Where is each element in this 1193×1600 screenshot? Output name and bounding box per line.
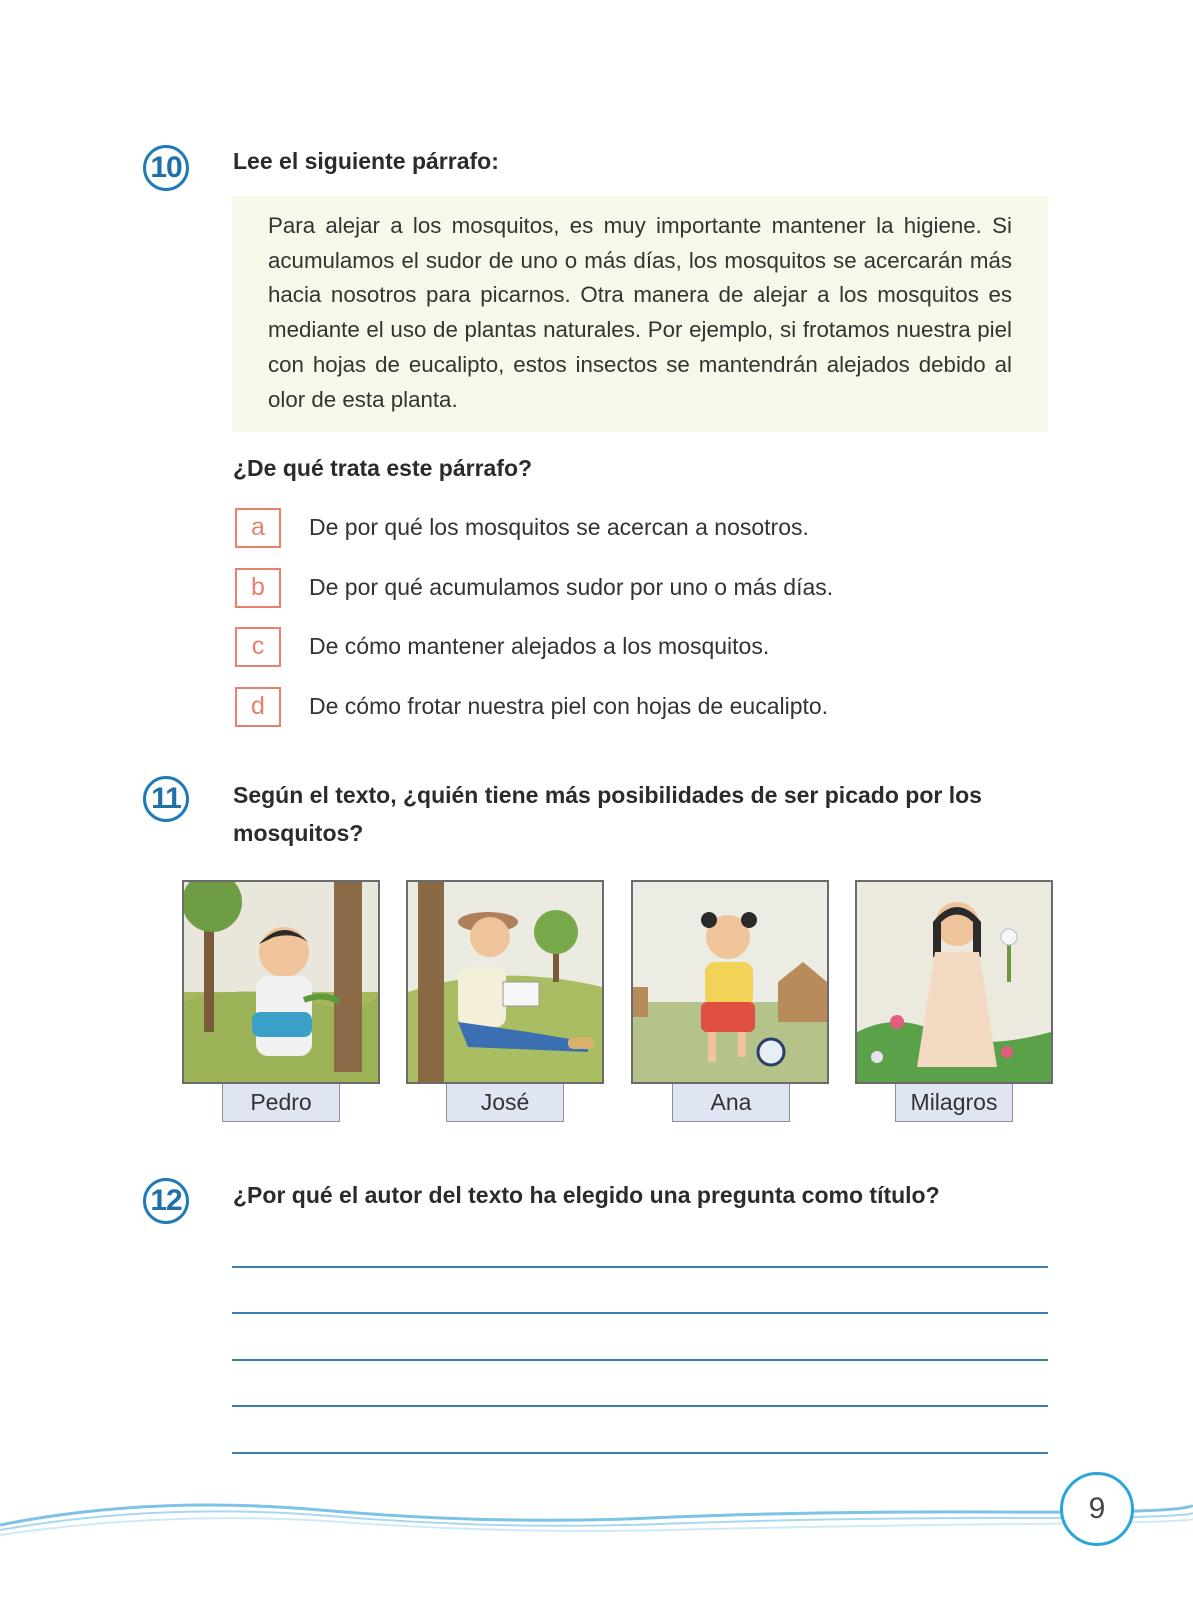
question-10-text: ¿De qué trata este párrafo?: [233, 455, 533, 481]
option-c-text: De cómo mantener alejados a los mosquitos.: [309, 633, 770, 659]
picture-pedro[interactable]: [182, 880, 380, 1084]
answer-line-1[interactable]: [232, 1266, 1048, 1268]
question-number-10: 10: [143, 145, 189, 191]
question-12-text: ¿Por qué el autor del texto ha elegido una pregunta como título?: [233, 1182, 940, 1208]
answer-line-5[interactable]: [232, 1452, 1048, 1454]
wave-decoration: [0, 1490, 1193, 1550]
question-10-instruction: Lee el siguiente párrafo:: [233, 148, 499, 174]
question-number-12: 12: [143, 1178, 189, 1224]
option-a-text: De por qué los mosquitos se acercan a nosotros.: [309, 514, 809, 540]
option-c-letter[interactable]: c: [235, 627, 281, 667]
option-b[interactable]: [235, 568, 1055, 608]
label-milagros: Milagros: [895, 1084, 1013, 1122]
option-c[interactable]: [235, 627, 1055, 667]
option-b-letter[interactable]: b: [235, 568, 281, 608]
option-d[interactable]: [235, 687, 1055, 727]
option-a[interactable]: [235, 508, 1055, 548]
option-d-letter[interactable]: d: [235, 687, 281, 727]
option-d-text: De cómo frotar nuestra piel con hojas de eucalipto.: [309, 693, 829, 719]
option-a-letter[interactable]: a: [235, 508, 281, 548]
picture-ana[interactable]: [631, 880, 829, 1084]
question-11-text: Según el texto, ¿quién tiene más posibilidades de ser picado por los mosquitos?: [233, 782, 982, 846]
answer-line-3[interactable]: [232, 1359, 1048, 1361]
passage-text: Para alejar a los mosquitos, es muy importante mantener la higiene. Si acumulamos el sudor de uno o más días, los mosquitos se acercarán más hacia nosotros para picarnos. Otra manera de alejar a los mosquitos es mediante el uso de plantas naturales. Por ejemplo, si frotamos nuestra piel con hojas de eucalipto, estos insectos se mantendrán alejados debido al olor de esta planta.: [268, 213, 1012, 412]
label-jose: José: [446, 1084, 564, 1122]
label-pedro: Pedro: [222, 1084, 340, 1122]
picture-milagros[interactable]: [855, 880, 1053, 1084]
reading-passage: [232, 196, 1048, 432]
picture-jose[interactable]: [406, 880, 604, 1084]
label-ana: Ana: [672, 1084, 790, 1122]
question-number-11: 11: [143, 776, 189, 822]
answer-line-4[interactable]: [232, 1405, 1048, 1407]
page-number: 9: [1060, 1472, 1134, 1546]
answer-line-2[interactable]: [232, 1312, 1048, 1314]
option-b-text: De por qué acumulamos sudor por uno o más días.: [309, 574, 834, 600]
